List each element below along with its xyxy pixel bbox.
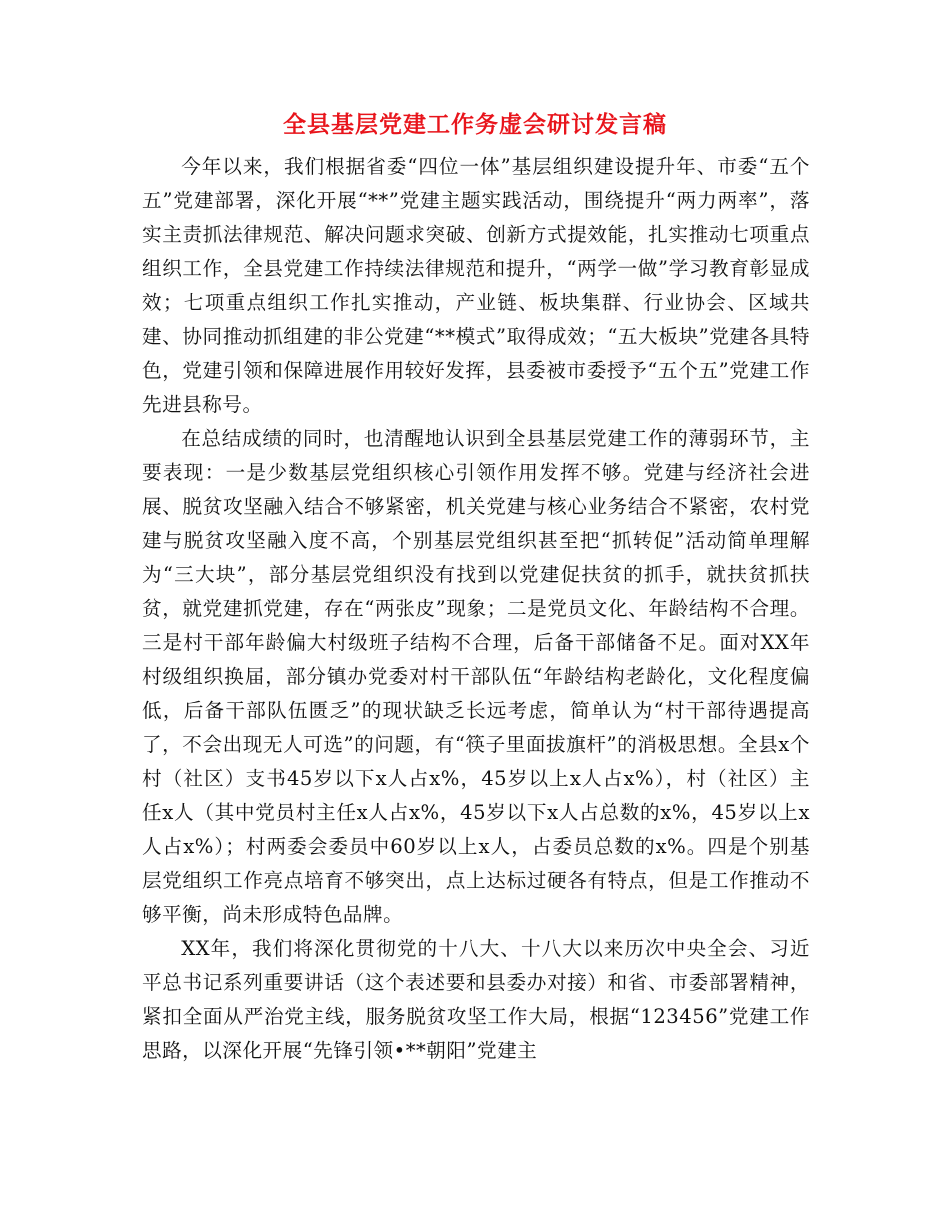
- paragraph-intro: 今年以来，我们根据省委“四位一体”基层组织建设提升年、市委“五个五”党建部署，深化开展“**”党建主题实践活动，围绕提升“两力两率”，落实主责抓法律规范、解决问题求突破、创新方式提效能，扎实推动七项重点组织工作，全县党建工作持续法律规范和提升，“两学一做”学习教育彰显成效；七项重点组织工作扎实推动，产业链、板块集群、行业协会、区域共建、协同推动抓组建的非公党建“**模式”取得成效；“五大板块”党建各具特色，党建引领和保障进展作用较好发挥，县委被市委授予“五个五”党建工作先进县称号。: [142, 155, 810, 416]
- document-title: 全县基层党建工作务虚会研讨发言稿: [283, 111, 667, 138]
- document-body: [142, 150, 810, 1068]
- paragraph-weaknesses: 在总结成绩的同时，也清醒地认识到全县基层党建工作的薄弱环节，主要表现：一是少数基层党组织核心引领作用发挥不够。党建与经济社会进展、脱贫攻坚融入结合不够紧密，机关党建与核心业务结合不紧密，农村党建与脱贫攻坚融入度不高，个别基层党组织甚至把“抓转促”活动简单理解为“三大块”，部分基层党组织没有找到以党建促扶贫的抓手，就扶贫抓扶贫，就党建抓党建，存在“两张皮”现象；二是党员文化、年龄结构不合理。三是村干部年龄偏大村级班子结构不合理，后备干部储备不足。面对XX年村级组织换届，部分镇办党委对村干部队伍“年龄结构老龄化，文化程度偏低，后备干部队伍匮乏”的现状缺乏长远考虑，简单认为“村干部待遇提高了，不会出现无人可选”的问题，有“筷子里面拔旗杆”的消极思想。全县x个村（社区）支书45岁以下x人占x%，45岁以上x人占x%），村（社区）主任x人（其中党员村主任x人占x%，45岁以下x人占总数的x%，45岁以上x人占x%）；村两委会委员中60岁以上x人，占委员总数的x%。四是个别基层党组织工作亮点培育不够突出，点上达标过硬各有特点，但是工作推动不够平衡，尚未形成特色品牌。: [142, 427, 810, 926]
- paragraph-plans: XX年，我们将深化贯彻党的十八大、十八大以来历次中央全会、习近平总书记系列重要讲话（这个表述要和县委办对接）和省、市委部署精神，紧扣全面从严治党主线，服务脱贫攻坚工作大局，根据“123456”党建工作思路，以深化开展“先锋引领•**朝阳”党建主: [142, 937, 810, 1062]
